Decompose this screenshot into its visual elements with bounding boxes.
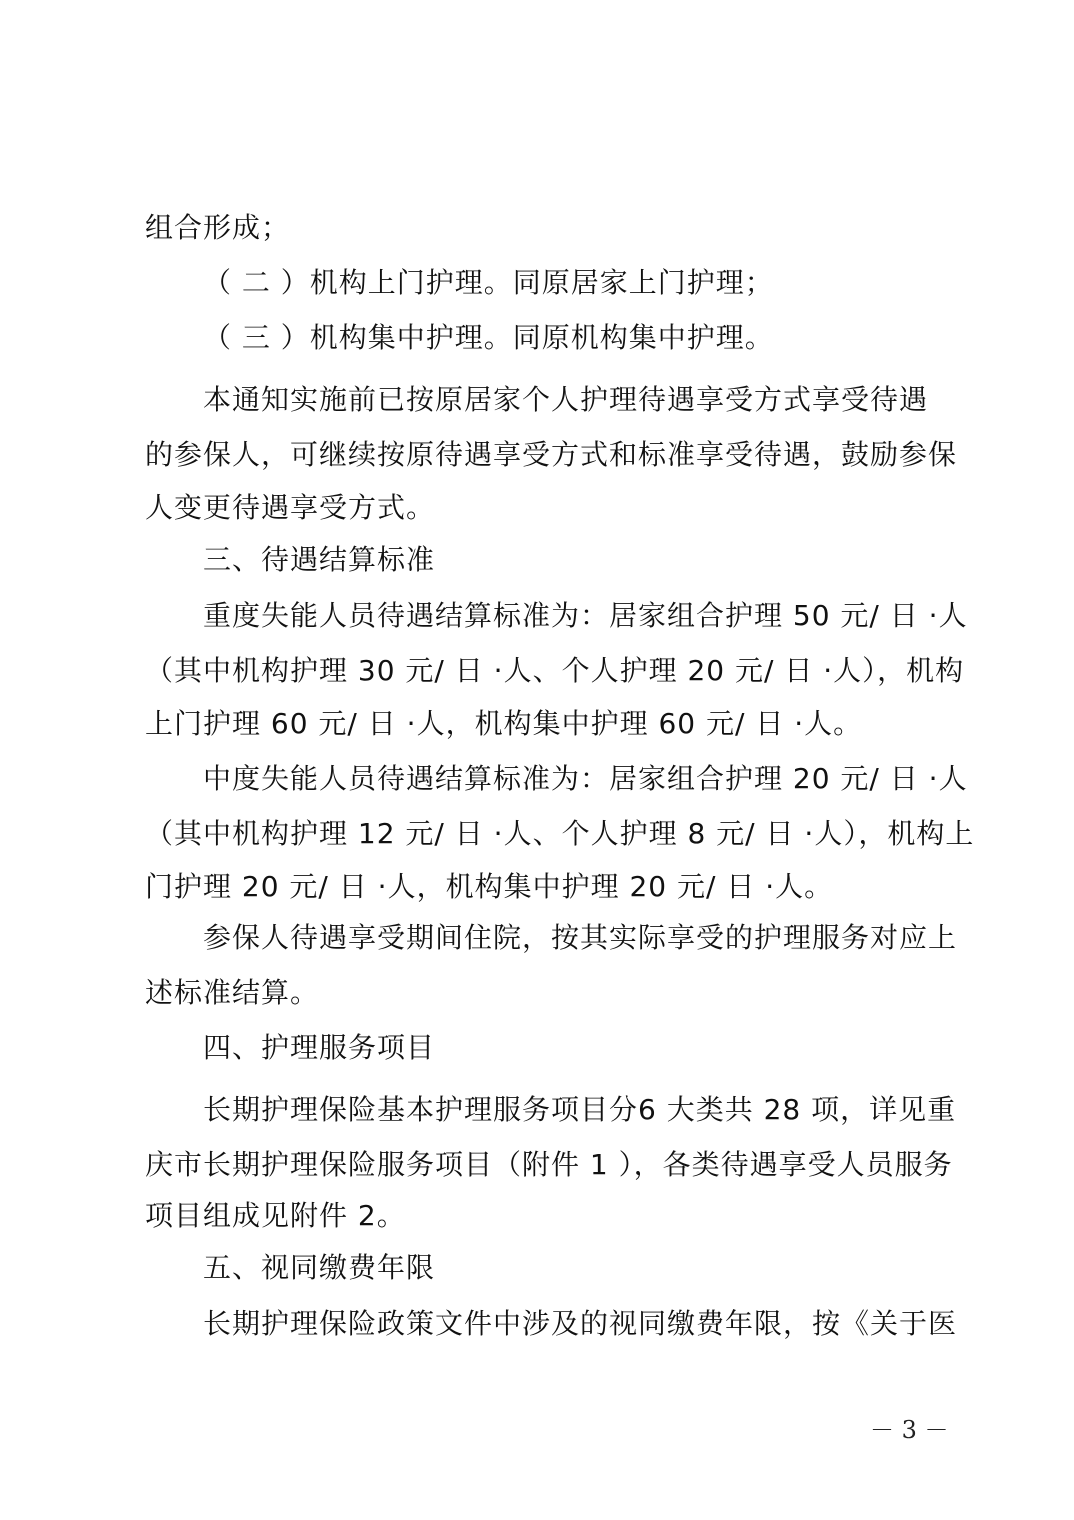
text-line: 述标准结算。 bbox=[145, 976, 320, 1009]
text-line: 重度失能人员待遇结算标准为：居家组合护理 50 元/ 日 ·人 bbox=[203, 599, 968, 632]
text-line: （其中机构护理 12 元/ 日 ·人、个人护理 8 元/ 日 ·人），机构上 bbox=[145, 817, 975, 850]
text-line: 参保人待遇享受期间住院，按其实际享受的护理服务对应上 bbox=[203, 921, 958, 954]
text-line: 庆市长期护理保险服务项目（附件 1 ），各类待遇享受人员服务 bbox=[145, 1148, 953, 1181]
text-line: 上门护理 60 元/ 日 ·人，机构集中护理 60 元/ 日 ·人。 bbox=[145, 707, 863, 740]
text-line: 长期护理保险基本护理服务项目分6 大类共 28 项，详见重 bbox=[203, 1093, 957, 1126]
section-heading: 三、待遇结算标准 bbox=[203, 543, 436, 576]
text-line: 中度失能人员待遇结算标准为：居家组合护理 20 元/ 日 ·人 bbox=[203, 762, 968, 795]
text-line: 门护理 20 元/ 日 ·人，机构集中护理 20 元/ 日 ·人。 bbox=[145, 870, 834, 903]
text-line: 组合形成； bbox=[145, 211, 291, 244]
text-line: （ 三 ）机构集中护理。同原机构集中护理。 bbox=[203, 321, 774, 354]
page-number: － 3 － bbox=[870, 1416, 949, 1444]
text-line: 人变更待遇享受方式。 bbox=[145, 491, 436, 524]
text-line: 长期护理保险政策文件中涉及的视同缴费年限，按《关于医 bbox=[203, 1307, 958, 1340]
text-line: （其中机构护理 30 元/ 日 ·人、个人护理 20 元/ 日 ·人），机构 bbox=[145, 654, 965, 687]
section-heading: 五、视同缴费年限 bbox=[203, 1251, 436, 1284]
text-line: 的参保人，可继续按原待遇享受方式和标准享受待遇，鼓励参保 bbox=[145, 438, 958, 471]
text-line: （ 二 ）机构上门护理。同原居家上门护理； bbox=[203, 266, 774, 299]
section-heading: 四、护理服务项目 bbox=[203, 1031, 436, 1064]
text-line: 本通知实施前已按原居家个人护理待遇享受方式享受待遇 bbox=[203, 383, 929, 416]
text-line: 项目组成见附件 2。 bbox=[145, 1199, 406, 1232]
